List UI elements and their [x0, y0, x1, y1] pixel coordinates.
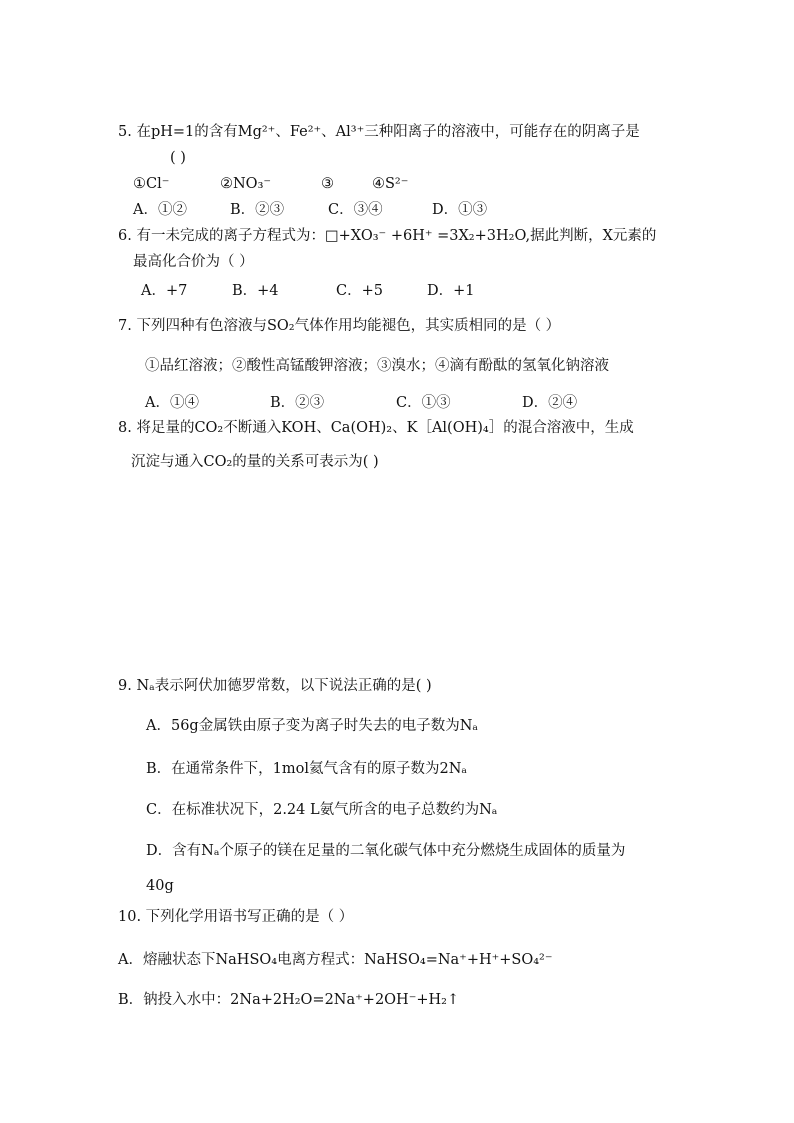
q7-solutions: ①品红溶液；②酸性高锰酸钾溶液；③溴水；④滴有酚酞的氢氧化钠溶液 [145, 358, 609, 374]
q5-stem: 5. 在pH=1的含有Mg²⁺、Fe²⁺、Al³⁺三种阳离子的溶液中，可能存在的阴离子是 [118, 124, 640, 140]
q7-choice-d: D．②④ [522, 395, 578, 411]
q7-choice-a: A．①④ [145, 395, 199, 411]
q5-ion-4: ④S²⁻ [372, 176, 409, 192]
q8-stem: 8. 将足量的CO₂不断通入KOH、Ca(OH)₂、K［Al(OH)₄］的混合溶液中，生成 [118, 420, 634, 436]
q6-stem-cont: 最高化合价为（ ） [133, 254, 254, 270]
q5-ion-1: ①Cl⁻ [133, 176, 170, 192]
q9-option-c: C．在标准状况下，2.24 L氨气所含的电子总数约为Nₐ [146, 802, 498, 818]
q7-choice-c: C．①③ [396, 395, 451, 411]
q10-option-a: A．熔融状态下NaHSO₄电离方程式：NaHSO₄=Na⁺+H⁺+SO₄²⁻ [118, 952, 553, 968]
q6-choice-b: B．+4 [232, 283, 279, 299]
q5-choice-a: A．①② [133, 202, 187, 218]
q5-ion-2: ②NO₃⁻ [220, 176, 272, 192]
q9-option-d-cont: 40g [146, 878, 174, 894]
q6-choice-d: D．+1 [427, 283, 475, 299]
q6-choice-c: C．+5 [336, 283, 383, 299]
q10-stem: 10. 下列化学用语书写正确的是（ ） [118, 909, 354, 925]
q5-choice-b: B．②③ [230, 202, 285, 218]
q5-answer-paren: ( ) [170, 150, 186, 166]
q6-choice-a: A．+7 [141, 283, 188, 299]
q10-option-b: B．钠投入水中：2Na+2H₂O=2Na⁺+2OH⁻+H₂↑ [118, 992, 460, 1008]
q9-option-b: B．在通常条件下，1mol氦气含有的原子数为2Nₐ [146, 761, 468, 777]
q9-option-d: D．含有Nₐ个原子的镁在足量的二氧化碳气体中充分燃烧生成固体的质量为 [146, 843, 626, 859]
q9-stem: 9. Nₐ表示阿伏加德罗常数，以下说法正确的是( ) [118, 678, 432, 694]
q7-stem: 7. 下列四种有色溶液与SO₂气体作用均能褪色，其实质相同的是（ ） [118, 318, 561, 334]
q5-choice-d: D．①③ [432, 202, 488, 218]
q9-option-a: A．56g金属铁由原子变为离子时失去的电子数为Nₐ [146, 718, 478, 734]
q8-stem-cont: 沉淀与通入CO₂的量的关系可表示为( ) [131, 454, 379, 470]
q5-ion-3: ③ [321, 176, 334, 192]
q6-stem: 6. 有一未完成的离子方程式为：□+XO₃⁻ +6H⁺ =3X₂+3H₂O,据此判断，X元素的 [118, 228, 657, 244]
q5-choice-c: C．③④ [328, 202, 383, 218]
q7-choice-b: B．②③ [270, 395, 325, 411]
